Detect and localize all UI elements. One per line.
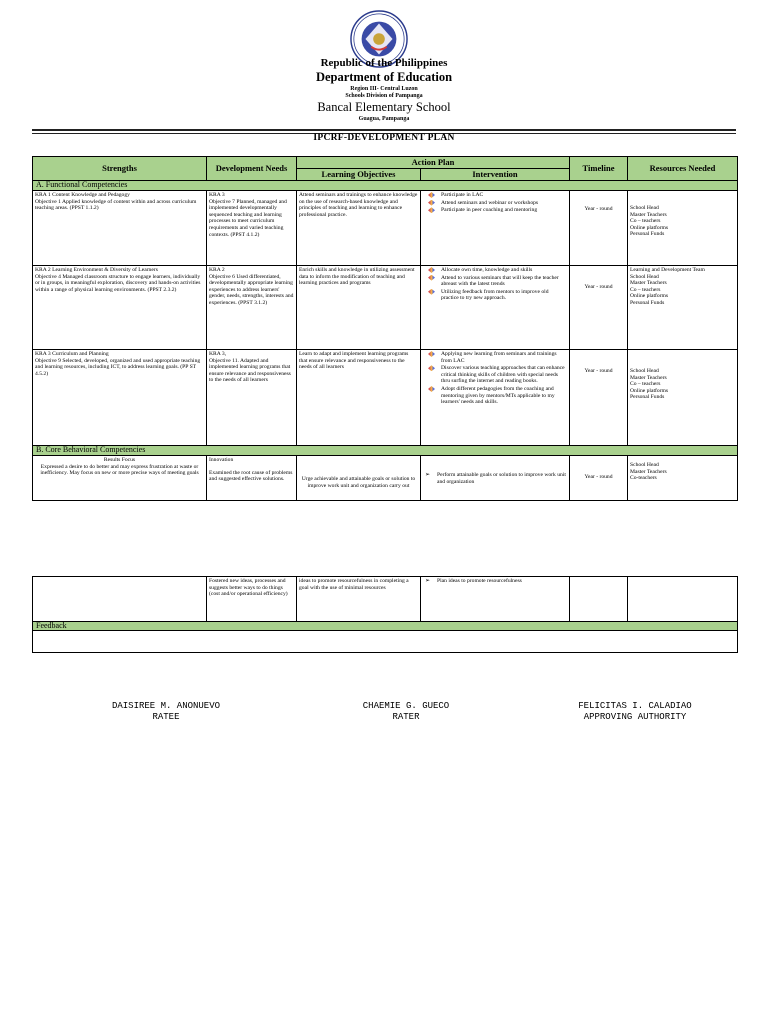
ratee-name: DAISIREE M. ANONUEVO xyxy=(111,701,221,711)
rater-role: RATER xyxy=(392,712,420,722)
header-learning-objectives: Learning Objectives xyxy=(297,169,421,181)
section-core-behavioral-competencies: B. Core Behavioral Competencies xyxy=(33,446,738,456)
table-row xyxy=(33,456,738,501)
intervention-item: Attend seminars and webinar or workshops xyxy=(441,200,567,207)
strengths-cell: KRA 2 Learning Environment & Diversity of Learners Objective 4 Managed classroom structure to engage learners, individually or in groups, in meaningful exploration, discovery and hands-on activities within a range of physical learning environments. (PPST 2.3.2) xyxy=(33,266,207,350)
intervention-item: Utilizing feedback from mentors to improve old practice to try new approach. xyxy=(441,289,567,302)
intervention-item: Discover various teaching approaches that can enhance critical thinking skills of children with special needs thru surfing the internet and reading books. xyxy=(441,365,567,385)
approving-authority-name: FELICITAS I. CALADIAO xyxy=(578,701,692,711)
strengths-text: Expressed a desire to do better and may express frustration at waste or inefficiency. May focus on new or more precise ways of meeting goals xyxy=(40,463,199,477)
dev-needs-cell: KRA 3, Objective 11. Adapted and implemented learning programs that ensure relevance and responsiveness to the needs of all learners xyxy=(207,350,297,446)
document-title: IPCRF-DEVELOPMENT PLAN xyxy=(313,133,455,143)
intervention-item: Applying new learning from seminars and trainings from LAC xyxy=(441,351,567,364)
timeline-cell: Year - round xyxy=(570,456,628,501)
department-text: Department of Education xyxy=(315,70,453,84)
approving-authority-role: APPROVING AUTHORITY xyxy=(583,712,687,722)
strengths-cell: KRA 1 Content Knowledge and Pedagogy Objective 1 Applied knowledge of content within and across curriculum teaching areas. (PPST 1.1.2) xyxy=(33,191,207,266)
header-resources: Resources Needed xyxy=(628,157,738,181)
dev-needs-cell: KRA 2 Objective 6 Used differentiated, developmentally appropriate learning experiences to address learners' gender, needs, strengths, interests and experiences. (PPST 3.1.2) xyxy=(207,266,297,350)
header-development-needs: Development Needs xyxy=(207,157,297,181)
intervention-cell xyxy=(421,577,570,622)
header-strengths: Strengths xyxy=(33,157,207,181)
dev-needs-cell: KRA 3 Objective 7 Planned, managed and implemented developmentally sequenced teaching and learning processes to meet curriculum requirements and varied teaching contexts. (PPST 4.1.2) xyxy=(207,191,297,266)
ratee-role: RATEE xyxy=(152,712,180,722)
dev-needs-cell: Fostered new ideas, processes and suggests better ways to do things (cost and/or operational efficiency) xyxy=(207,577,297,622)
section-functional-competencies: A. Functional Competencies xyxy=(33,181,738,191)
intervention-item: Adopt different pedagogies from the coaching and mentoring given by mentors/MTs applicable to my learners' needs and skills. xyxy=(441,386,567,406)
header-rule xyxy=(32,129,736,131)
dev-needs-text: Examined the root cause of problems and suggested effective solutions. xyxy=(209,469,293,483)
timeline-cell: Year - round xyxy=(570,350,628,446)
header-action-plan: Action Plan xyxy=(297,157,570,169)
resources-cell: School Head Master Teachers Co-teachers xyxy=(628,456,738,501)
intervention-item: Allocate own time, knowledge and skills xyxy=(441,267,567,274)
intervention-item: ➢ Plan ideas to promote resourcefulness xyxy=(437,578,567,585)
table-row xyxy=(33,191,738,266)
dev-needs-cell xyxy=(207,456,297,501)
republic-text: Republic of the Philippines xyxy=(320,57,448,69)
approving-authority-signature xyxy=(560,701,710,723)
division-text: Schools Division of Pampanga xyxy=(345,93,423,99)
table-row xyxy=(33,266,738,350)
intervention-item: Participate in peer coaching and mentoring xyxy=(441,207,567,214)
dev-needs-title: Innovation xyxy=(209,457,234,463)
strengths-cell: KRA 3 Curriculum and Planning Objective 9 Selected, developed, organized and used appropriate teaching and learning resources, including ICT, to address learning goals. (PP ST 4.5.2) xyxy=(33,350,207,446)
resources-cell xyxy=(628,577,738,622)
rater-signature xyxy=(336,701,476,723)
resources-cell: School Head Master Teachers Co – teachers Online platforms Personal Funds xyxy=(628,191,738,266)
timeline-cell: Year - round xyxy=(570,191,628,266)
intervention-item: ➢ Perform attainable goals or solution to improve work unit and organization xyxy=(437,472,567,485)
learning-objectives-cell: Enrich skills and knowledge in utilizing assessment data to inform the modification of teaching and learning practices and programs xyxy=(297,266,421,350)
learning-objectives-cell: Urge achievable and attainable goals or solution to improve work unit and organization carry out xyxy=(297,456,421,501)
table-row xyxy=(33,577,738,622)
learning-objectives-cell: ideas to promote resourcefulness in completing a goal with the use of minimal resources xyxy=(297,577,421,622)
development-plan-table xyxy=(32,156,738,501)
timeline-cell xyxy=(570,577,628,622)
resources-cell: Learning and Development Team School Head Master Teachers Co – teachers Online platforms Personal Funds xyxy=(628,266,738,350)
intervention-cell xyxy=(421,266,570,350)
resources-cell: School Head Master Teachers Co – teachers Online platforms Personal Funds xyxy=(628,350,738,446)
strengths-title: Results Focus xyxy=(103,457,136,463)
rater-name: CHAEMIE G. GUECO xyxy=(362,701,450,711)
region-text: Region III- Central Luzon xyxy=(350,86,418,92)
intervention-cell xyxy=(421,191,570,266)
ratee-signature xyxy=(96,701,236,723)
header-timeline: Timeline xyxy=(570,157,628,181)
intervention-cell xyxy=(421,456,570,501)
continued-plan-table xyxy=(32,576,738,653)
section-feedback: Feedback xyxy=(33,622,738,631)
intervention-cell xyxy=(421,350,570,446)
header-intervention: Intervention xyxy=(421,169,570,181)
learning-objectives-cell: Learn to adapt and implement learning programs that ensure relevance and responsiveness to the needs of all learners xyxy=(297,350,421,446)
intervention-item: Participate in LAC xyxy=(441,192,567,199)
intervention-item: Attend to various seminars that will keep the teacher abreast with the latest trends xyxy=(441,275,567,288)
school-name: Bancal Elementary School xyxy=(317,100,451,114)
school-address: Guagua, Pampanga xyxy=(358,116,410,122)
table-row xyxy=(33,350,738,446)
strengths-cell xyxy=(33,456,207,501)
strengths-cell xyxy=(33,577,207,622)
timeline-cell: Year - round xyxy=(570,266,628,350)
feedback-cell xyxy=(33,631,738,653)
learning-objectives-cell: Attend seminars and trainings to enhance knowledge on the use of research-based knowledge and principles of teaching and learning to enhance professional practice. xyxy=(297,191,421,266)
